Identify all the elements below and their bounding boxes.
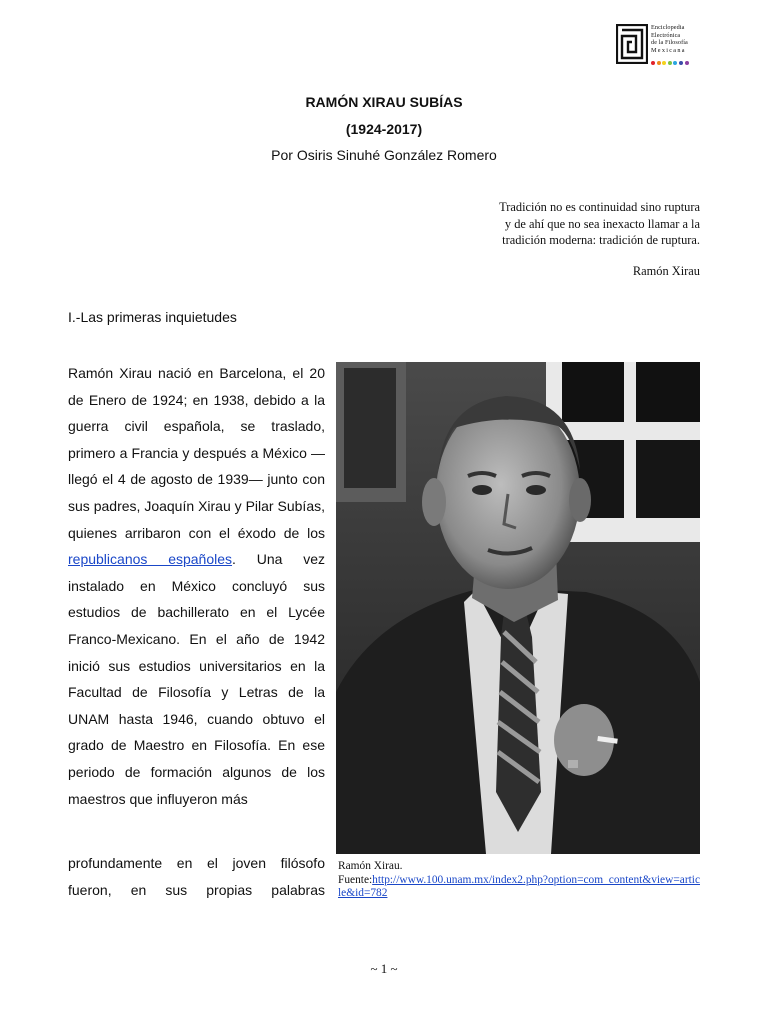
color-dot (668, 61, 672, 65)
logo-text (651, 24, 703, 54)
color-dot (685, 61, 689, 65)
document-dates: (1924-2017) (345, 121, 423, 137)
epigraph (400, 199, 700, 249)
epigraph-line: tradición moderna: tradición de ruptura. (502, 233, 700, 247)
caption-source-label: Fuente: (338, 873, 373, 886)
document-author: Por Osiris Sinuhé González Romero (271, 147, 497, 163)
color-dot (679, 61, 683, 65)
portrait-photo (336, 362, 700, 854)
page-number: ~ 1 ~ (370, 961, 398, 976)
body-paragraph-continued (68, 850, 325, 904)
caption-source (338, 874, 702, 901)
republicanos-link[interactable]: republicanos españoles (68, 551, 233, 568)
body-text-end: . Una vez instalado en México concluyó sus estudios de bachillerato en el Lycée Franco-Mexicano. En el año de 1942 inició sus estudios universitarios en la Facultad de Filosofía y Letras de la UNAM hasta 1946, cuando obtuvo el grado de Maestro en Filosofía. En ese periodo de formación algunos de los maestros que influyeron más (68, 551, 326, 807)
logo-line: Mexicana (651, 46, 686, 54)
caption-name: Ramón Xirau. (338, 860, 403, 872)
color-dot (657, 61, 661, 65)
body-line: fueron, en sus propias palabras (68, 882, 325, 898)
logo-color-dots (651, 61, 689, 65)
body-text-start: Ramón Xirau nació en Barcelona, el 20 de Enero de 1924; en 1938, debido a la guerra civil española, se traslado, primero a Francia y después a México —llegó el 4 de agosto de 1939— junto con sus padres, Joaquín Xirau y Pilar Subías, quienes arribaron con el éxodo de los (68, 365, 325, 541)
logo-line: Electrónica (651, 31, 681, 39)
body-paragraph (68, 360, 325, 812)
logo-line: de la Filosofía (651, 39, 688, 47)
section-heading: I.-Las primeras inquietudes (68, 309, 237, 325)
encyclopedia-logo (616, 24, 702, 70)
body-line: profundamente en el joven filósofo (68, 855, 325, 871)
epigraph-line: Tradición no es continuidad sino ruptura (499, 200, 700, 214)
photo-caption (338, 860, 702, 901)
portrait-illustration (336, 362, 700, 854)
color-dot (662, 61, 666, 65)
logo-line: Enciclopedia (651, 24, 685, 31)
document-title: RAMÓN XIRAU SUBÍAS (305, 94, 463, 110)
color-dot (673, 61, 677, 65)
epigraph-attribution: Ramón Xirau (632, 264, 700, 278)
source-link[interactable]: http://www.100.unam.mx/index2.php?option=com_content&view=article&id=782 (338, 873, 700, 899)
maze-logo-icon (616, 24, 648, 64)
color-dot (651, 61, 655, 65)
epigraph-line: y de ahí que no sea inexacto llamar a la (504, 216, 700, 231)
